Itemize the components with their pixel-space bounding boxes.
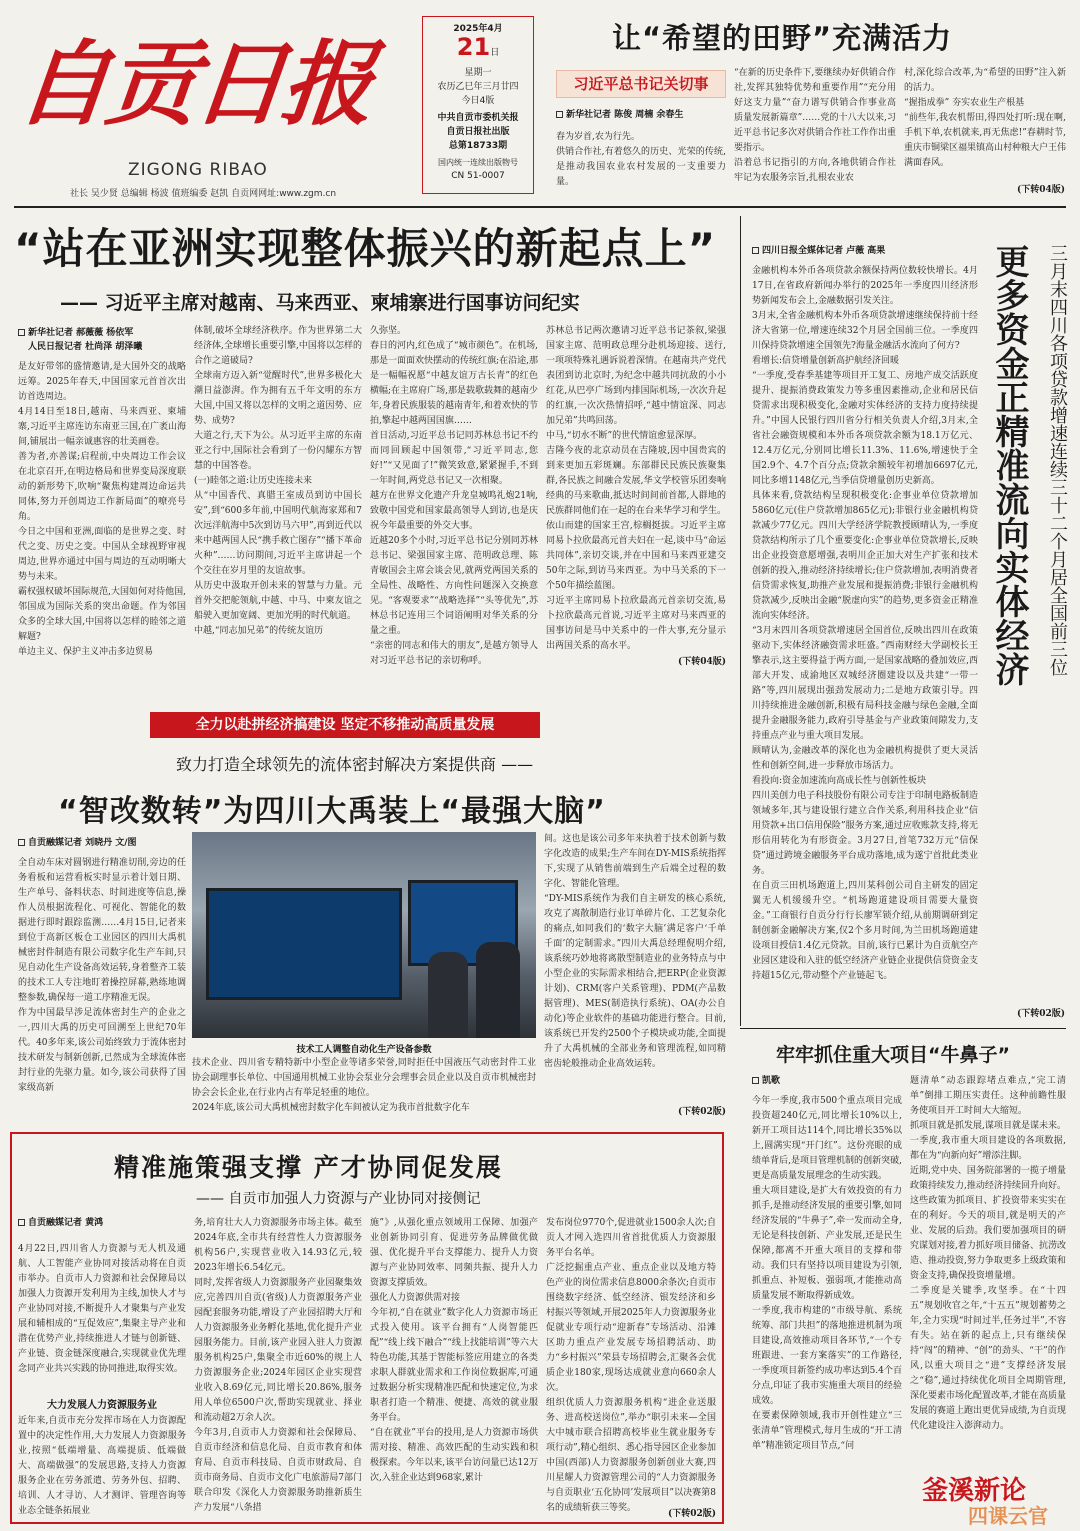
lead-next: (下转04版) — [677, 657, 726, 667]
boxed-col1b: 近年来,自贡市充分发挥市场在人力资源配置中的决定性作用,大力发展人力资源服务业,按照“低端增量、高端提质、低端做大、高端做强”的发展思路,支持人力资源服务企业在劳务派遣、劳务外包、招聘、培训、人才寻访、人才测评、管理咨询等业态全链条拓展业 — [18, 1416, 186, 1516]
date-lunar: 农历乙巳年三月廿四 — [437, 82, 519, 92]
top-story-next: (下转04版) — [1016, 185, 1065, 195]
divider — [740, 1028, 1066, 1029]
issue-number: 总第18733期 — [448, 141, 508, 151]
lead-col3: 久弥坚。 春日的河内,红色成了“城市颜色”。在机场,那是一面面欢快摆动的传统红旗;在沿途,那是一幅幅祝愿“中越友谊万古长青”的红色横幅;在主席府广场,那是载歌载舞的越南少年,身着民族服装的越南青年,和着欢快的节拍,擎起中越两国国旗…… 首日活动,习近平总书记同苏林总书记不约而同回顾起中国领带,“习近平同志,您好!”“又见面了!”微笑致意,紧紧握手,不到一年时间,两党总书记又一次相聚。 越方在世界文化遗产升龙皇城鸣礼炮21响,致敬中国党和国家最高领导人到访,也是庆祝今年最重要的外交大事。 近越20多个小时,习近平总书记分别同苏林总书记、梁强国家主席、范明政总理、陈青敏国会主席会谈会见,就两党两国关系的全局性、战略性、方向性问题深入交换意见。“客观要求”“战略选择”“头等优先”,苏林总书记连用三个词语阐明对华关系的分量之重。 “亲密的同志和伟大的朋友”,是越方领导人对习近平总书记的亲切称呼。 — [370, 326, 538, 666]
lead-title[interactable]: “站在亚洲实现整体振兴的新起点上” — [14, 224, 717, 273]
lead-col2: 体制,破坏全球经济秩序。作为世界第二大经济体,全球增长重要引擎,中国将以怎样的合作之道破局? 全球南方迈入新“觉醒时代”,世界多极化大潮日益澎湃。作为拥有五千年文明的东方大国,中国又将以怎样的文明之道因势、应势、成势? 大道之行,天下为公。从习近平主席的东南亚之行中,国际社会看到了一份闪耀东方智慧的中国答卷。 (一)睦邻之道:让历史连接未来 从“中国香代、真腊王室成员到访中国长安”,到“600多年前,中国明代航海家郑和7次远洋航海中5次到访马六甲”,再到近代以来中越两国人民“携手救亡图存”“播下革命火种”……访问期间,习近平主席讲起一个个交往在岁月里的友谊故事。 从历史中汲取开创未来的智慧与力量。元首外交把舵领航,中越、中马、中柬友谊之船驶入更加宽阔、更加光明的时代航道。 中越,“同志加兄弟”的传统友谊历 — [194, 326, 362, 636]
boxed-next: (下转02版) — [667, 1509, 716, 1519]
worker-figure — [476, 942, 520, 1038]
watermark: 四课云官 — [968, 1504, 1048, 1528]
cn-number: CN 51-0007 — [451, 171, 505, 181]
right-col-next: (下转02版) — [1016, 1009, 1065, 1019]
feature-title[interactable]: “智改数转”为四川大禹装上“最强大脑” — [58, 794, 606, 829]
masthead-staff: 社长 吴少贤 总编辑 杨波 值班编委 赵凯 自贡网网址:www.zgm.cn — [70, 189, 337, 199]
feature-next: (下转02版) — [677, 1107, 726, 1117]
publisher-1: 中共自贡市委机关报 — [437, 113, 519, 123]
date-pages: 今日4版 — [461, 96, 495, 106]
boxed-col2: 务,培育壮大人力资源服务市场主体。截至2024年底,全市共有经营性人力资源服务机构56户,实现营业收入14.93亿元,较2023年增长6.54亿元。 同时,发挥省级人力资源服务产业园聚集效应,完善四川自贡(省级)人力资源服务产业园配套服务功能,增设了产业园招聘大厅和人力资源服务业务孵化基地,优化提升产业园服务能力。目前,该产业园入驻人力资源服务机构25户,集聚全市近60%的规上人力资源服务企业;2024年园区企业实现营业收入8.69亿元,同比增长20.86%,服务用人单位6500户次,帮助实现就业、择业和流动超2万余人次。 今年3月,自贡市人力资源和社会保障局、自贡市经济和信息化局、自贡市教育和体育局、自贡市科技局、自贡市财政局、自贡市商务局、自贡市文化广电旅游局7部门联合印发《深化人力资源服务助推新质生产力发展“八条措 — [194, 1218, 362, 1513]
top-story-col3: 村,深化综合改革,为“希望的田野”注入新的活力。 “握指成拳” 夯实农业生产根基 “前些年,我农机帮田,得四处打听:现在啊,手机下单,农机就来,再无焦虑!”春耕时节,重庆市铜梁区福果镇高山村种粮大户王伟满面春风。 — [904, 68, 1067, 168]
lead-byline-1: 新华社记者 郝薇薇 杨依军 — [18, 326, 133, 340]
feature-byline: 自贡融媒记者 刘晓丹 文/图 — [18, 836, 137, 850]
feature-under-photo: 技术企业、四川省专精特新中小型企业等诸多荣誉,同时拒任中国液压气动密封件工业协会副理事长单位、中国通用机械工业协会泵业分会理事会员企业以及自贡市机械密封协会会长企业,在行业内占有举足轻重的地位。 2024年底,该公司大禹机械密封数字化车间被认定为我市首批数字化车 — [192, 1058, 536, 1113]
boxed-col1: 4月22日,四川省人力资源与无人机及通航、人工智能产业协同对接活动将在自贡市举办。自贡市人力资源和社会保障局以加强人力资源开发利用为主线,加快人才与产业协同对接,不断提升人才聚集与产业发展和辅相成的“互促效应”,集聚主导产业和潜在优势产业,持续推进人才链与创新链、产业链、资金链深度融合,实现就业优先理念同产业共兴实践的协同推进,取得实效。 — [18, 1244, 186, 1374]
date-day: 21日 — [456, 33, 500, 61]
feature-col1: 全自动车床对圆钢进行精准切削,旁边的任务看板和运营看板实时显示着计划日期、生产单号、备料状态、时间进度等信息,操作人员根据流程化、可视化、智能化的数据进行即时跟踪监测……4月15日,记者来到位于高新区板仓工业园区的四川大禹机械密封件制造有限公司数字化生产车间,只见自动化生产设备高效运转,身着整齐工装的技术工人专注地盯着操控屏幕,熟练地调整参数,确保每一道工序精准无误。 作为中国最早涉足流体密封生产的企业之一,四川大禹的历史可回溯至上世纪70年代。40多年来,该公司始终致力于流体密封技术研发与制新创新,已然成为全球流体密封行业的先驱力量。如今,该公司获得了国家级高新 — [18, 858, 186, 1093]
feature-photo — [192, 832, 536, 1038]
red-banner: 全力以赴拼经济搞建设 坚定不移推动高质量发展 — [150, 712, 540, 738]
feature-photo-caption: 技术工人调整自动化生产设备参数 — [296, 1045, 432, 1055]
right-vertical-subtitle: 三月末四川各项贷款增速连续三十二个月居全国前三位 — [1047, 244, 1068, 676]
column-logo: 釜溪新论 — [922, 1476, 1027, 1506]
monitor-screen — [206, 888, 402, 1000]
publisher-2: 自贡日报社出版 — [446, 127, 510, 137]
date-weekday: 星期一 — [464, 68, 492, 78]
top-story-col2: “在新的历史条件下,要继续办好供销合作社,发挥其独特优势和重要作用”“充分用好这支力量”“奋力谱写供销合作事业高质量发展新篇章”……党的十八大以来,习近平总书记多次对供销合作社工作作出重要指示。 沿着总书记指引的方向,各地供销合作社牢记为农服务宗旨,扎根农业农 — [734, 68, 897, 183]
masthead-pinyin: ZIGONG RIBAO — [128, 160, 268, 180]
right-byline: 四川日报全媒体记者 卢薇 高果 — [752, 244, 885, 258]
boxed-subtitle: —— 自贡市加强人力资源与产业协同对接侧记 — [196, 1191, 481, 1207]
boxed-heading-1: 大力发展人力资源服务业 — [47, 1400, 157, 1411]
feature-col3: 间。这也是该公司多年来执着于技术创新与数字化改造的成果;生产车间在DY-MIS系统指挥下,实现了从销售前端到生产后端全过程的数字化、智能化管理。 “DY-MIS系统作为我们自主研发的核心系统,攻克了离散制造行业订单碎片化、工艺复杂化的痛点,如同我们的‘数字大脑’满足客户‘千单千面’的定制需求。”四川大禹总经理倪明介绍,该系统巧妙地将离散型制造业的业务特点与中小型企业的实际需求相结合,把ERP(企业资源计划)、CRM(客户关系管理)、PDM(产品数据管理)、MES(制造执行系统)、OA(办公自动化)等企业软件的基础功能进行整合。目前,该系统已开发约2500个子模块或功能,全面提升了大禹机械的全部业务和管理流程,如同精密齿轮般推动企业高效运转。 — [544, 834, 726, 1069]
boxed-col4: 发布岗位9770个,促进就业1500余人次;自贡人才网入选四川省首批优质人力资源服务平台名单。 广泛挖掘重点产业、重点企业以及地方特色产业的岗位需求信息8000余条次;自贡市围绕数字经济、低空经济、银发经济和乡村振兴等领域,开展2025年人力资源服务业促就业专项行动“迎新春”专场活动、沿滩区助力重点产业发展专场招聘活动、助力“乡村振兴”荣县专场招聘会,汇聚各会优质企业180家,现场达成就业意向660余人次。 组织优质人力资源服务机构“进企业送服务、进高校送岗位”,举办“职引未来—全国大中城市联合招聘高校毕业生就业服务专项行动”,精心组织、悉心指导园区企业参加中国(西部)人力资源服务创新创业大赛,四川星耀人力资源管理公司的“人力资源服务与自贡职业‘五化协同’发展项目”以决赛第8名的成绩斩获三等奖。 — [546, 1218, 716, 1513]
commentary-title[interactable]: 牢牢抓住重大项目“牛鼻子” — [776, 1044, 1010, 1066]
feature-kicker: 致力打造全球领先的流体密封解决方案提供商 —— — [176, 755, 534, 774]
worker-figure — [428, 952, 468, 1038]
boxed-col3: 施”》,从强化重点领域用工保障、加强产业创新协同引育、促进劳务品牌做优做强、优化提升平台支撑能力、提升人力资源与产业协同效率、同频共振、提升人力资源支撑质效。 强化人力资源供需对接 今年初,“自在就业”数字化人力资源市场正式投入使用。该平台拥有“人岗智能匹配”“线上线下融合”“线上找能培训”等六大特色功能,其基于智能标签应用建立的各类求职人群就业需求和工作岗位数据库,可通过数据分析实现精准匹配和快速定位,为求职者打造一个精准、便捷、高效的就业服务平台。 “自在就业”平台的投用,是人力资源市场供需对接、精准、高效匹配的生动实践和积极探索。今年以来,该平台访问量已达12万次,入驻企业达到968家,累计 — [370, 1218, 538, 1483]
top-story-byline: 新华社记者 陈俊 周楠 余春生 — [556, 108, 683, 122]
boxed-title[interactable]: 精准施策强支撑 产才协同促发展 — [114, 1153, 503, 1182]
boxed-byline: 自贡融媒记者 黄鸿 — [18, 1216, 103, 1230]
masthead-title: 自贡日报 — [12, 30, 376, 138]
right-col-body: 金融机构本外币各项贷款余额保持两位数较快增长。4月17日,在省政府新闻办举行的2025年一季度四川经济形势新闻发布会上,金融数据引发关注。 3月末,全省金融机构本外币各项贷款增速继续保持前十经济大省第一位,增速连续32个月居全国前三位。一季度四川保持贷款增速全国领先?海量金融活水流向了何方? 看增长:信贷增量创新高护航经济回暖 “一季度,受春季基建等项目开工复工、房地产成交活跃度提升、提振消费政策发力等多重因素推动,企业和居民信贷需求出现积极变化,金融对实体经济的支持力度持续提升。”中国人民银行四川省分行相关负责人介绍,3月末,全省社会融资规模和本外币各项贷款余额为18.1万亿元、12.4万亿元,分别同比增长11.3%、11.6%,增速快于全国2.9个、4.7个百分点;贷款余额较年初增加6697亿元,同比多增1148亿元,当季信贷增量创历史新高。 具体来看,贷款结构呈现积极变化:企事业单位贷款增加5860亿元(住户贷款增加865亿元);非银行业金融机构贷款减少77亿元。四川大学经济学院教授顾晴认为,一季度贷款结构所示了几个重要变化:企事业单位贷款增长,反映出企业投资意愿增强,表明川企正加大对生产扩张和技术创新的投入,推动经济持续增长;住户贷款增加,表明消费者信贷需求恢复,助推产业发展和提振消费;非银行金融机构贷款减少,反映出金融“脱虚向实”的趋势,更多资金正精准流向实体经济。 “3月末四川各项贷款增速居全国首位,反映出四川在政策驱动下,实体经济融资需求旺盛。”西南财经大学副校长王擎表示,这主要得益于两方面,一是国家战略的叠加效应,西部大开发、成渝地区双城经济圈建设以及共建“一带一路”等,四川展现出强劲发展动力;二是地方政策引导。四川持续推进金融创新,积极有局科技金融与绿色金融,全面提升金融服务能力,政府引导基金与产业政策间隙发力,支持重点产业与重大项目发展。 顾晴认为,金融改革的深化也为金融机构提供了更大灵活性和创新空间,进一步释放市场活力。 看投向:资金加速流向高成长性与创新性板块 四川美创力电子科技股份有限公司专注于印制电路板制造领域多年,其与建设银行建立合作关系,利用科技企业“信用贷款+出口信用保险”服务方案,通过应收账款支持,将无形信用转化为有形资金。3月27日,首笔732万元“信保贷”通过跨境金融服务平台成功落地,成为遂宁首批此类业务。 在自贡三田机场跑道上,四川某科创公司自主研发的固定翼无人机缓缓升空。“机场跑道建设项目需要大量资金。”工商银行自贡分行行长廖军锁介绍,从前期调研到定制创新金融解决方案,仅2个多月时间,为兰田机场跑道建设项目授信1.4亿元贷款。目前,该行已累计为自贡航空产业园区建设和入驻的低空经济产业链企业提供信贷资金支持超15亿元,带动整个产业链起飞。 — [752, 266, 978, 981]
top-story-tag: 习近平总书记关切事 — [556, 70, 726, 98]
date-box — [422, 16, 534, 194]
top-story-title[interactable]: 让“希望的田野”充满活力 — [612, 21, 953, 55]
commentary-byline: 凯歌 — [752, 1074, 780, 1088]
divider — [14, 206, 1066, 208]
top-story-col1: 春为岁首,农为行先。 供销合作社,有着悠久的历史、光荣的传统,是推动我国农业农村发展的一支重要力量。 — [556, 132, 726, 187]
date-month: 2025年4月 — [453, 24, 503, 34]
cn-label: 国内统一连续出版物号 — [438, 158, 518, 167]
lead-subtitle: —— 习近平主席对越南、马来西亚、柬埔寨进行国事访问纪实 — [60, 292, 580, 314]
lead-col4: 苏林总书记两次邀请习近平总书记茶叙,梁强国家主席、范明政总理分赴机场迎接、送行,一项项特殊礼遇诉说着深情。在越南共产党代表团到访北京时,为纪念中越共同抗敌的小小红花,从巴亭广场到内排国际机场,一次次升起的红旗,一次次热情招呼,“越中情谊深、同志加兄弟”共鸣回荡。 中马,“切水不断”的世代情谊愈显深厚。 吉隆今夜的北京动员在吉隆坡,因中国贵宾的到来更加五彩斑斓。东部群民民族民族聚集群,各民族之间融合发展,华文学校管乐团奏响经典的马来歌曲,抵达时间间前首都,人群地的民族群同他们在一起的在台来华学习和学生。 依山而建的国家王宫,棕榈挺拔。习近平主席同易卜拉欣最高元首夫妇在一起,谈中马“命运共同体”,亲切交谈,并在中国和马来西亚建交50年之际,到访马来西亚。为中马关系的下一个50年描绘蓝图。 习近平主席同易卜拉欣最高元首亲切交流,易卜拉欣最高元首说,习近平主席对马来西亚的国事访问是马中关系中的一件大事,充分显示出两国关系的高水平。 — [546, 326, 727, 651]
divider — [740, 216, 741, 1026]
lead-col1: 是友好带邻的盛情邀请,是大国外交的战略远筹。2025年春天,中国国家元首首次出访首选周边。 4月14日至18日,越南、马来西亚、柬埔寨,习近平主席连访东南亚三国,在广袤山海间,铺展出一幅亲诚惠容的壮美画卷。 善为者,亦善谋;启程前,中央周边工作会议在北京召开,在明边格局和世界变局深度联动的新形势下,吹响“聚焦构建周边命运共同体,努力开创周边工作新局面”的嘹亮号角。 今日之中国和亚洲,面临的是世界之变、时代之变、历史之变。中国从全球视野审视周边,世界亦通过中国与周边的互动明晰大势与未来。 霸权强权破坏国际规范,大国如何对待他国,邻国成为国际关系的突出命题。作为邻国众多的全球大国,中国将以怎样的睦邻之道解题? 单边主义、保护主义冲击多边贸易 — [18, 362, 186, 657]
commentary-col1: 今年一季度,我市500个重点项目完成投资超240亿元,同比增长10%以上,新开工项目达114个,同比增长35%以上,圆满实现“开门红”。这份亮眼的成绩单背后,是项目管理机制的创新突破,更是高质量发展理念的生动实践。 重大项目建设,是扩大有效投资的有力抓手,是推动经济发展的重要引擎,如同经济发展的“牛鼻子”,牵一发而动全身,无论是科技创新、产业发展,还是民生保障,都离不开重大项目的支撑和带动。我们只有坚持以项目建设为引领,抓重点、补短板、强弱项,才能推动高质量发展不断取得新成效。 一季度,我市构建的“市级导航、系统统筹、部门共担”的落地推进机制为项目建设,高效推动项目各环节,“一个专班跟进、一套方案落实”的工作路径,一季度项目新签约成功率达到5.4个百分点,印证了我市实施重大项目的经验成效。 在要素保障领域,我市开创性建立“三张清单”管理模式,每月生成的“开工清单”精准锁定项目节点,“问 — [752, 1096, 902, 1451]
commentary-col2: 题清单”动态跟踪堵点难点,“完工清单”倒排工期压实责任。这种前瞻性服务使项目开工时间大大缩短。 抓项目就是抓发展,谋项目就是谋未来。一季度,我市重大项目建设的各项数据,都在为“向新向好”增添注脚。 近期,党中央、国务院部署的一揽子增量政策持续发力,推动经济持续回升向好。这些政策为抓项目、扩投资带来实实在在的利好。今天的项目,就是明天的产业、发展的后劲。我们要加强项目的研究谋划对接,着力抓好项目储备、抗涝改造、推动投资,努力争取更多上级政策和资金支持,确保投资增量增。 二季度是关键季,攻坚季。在“十四五”规划收官之年,“十五五”规划蓄势之年,全力实现“时间过半,任务过半”,不容有失。站在新的起点上,只有继续保持“闯”的精神、“创”的劲头、“干”的作风,以重大项目之“进”支撑经济发展之“稳”,通过持续优化项目全周期管理,深化要素市场化配置改革,才能在高质量发展的赛道上跑出更优异成绩,为自贡现代化建设注入澎湃动力。 — [910, 1076, 1066, 1431]
lead-byline-2: 人民日报记者 杜尚泽 胡泽曦 — [28, 342, 143, 352]
right-vertical-title[interactable]: 更多资金正精准流向实体经济 — [989, 244, 1029, 686]
